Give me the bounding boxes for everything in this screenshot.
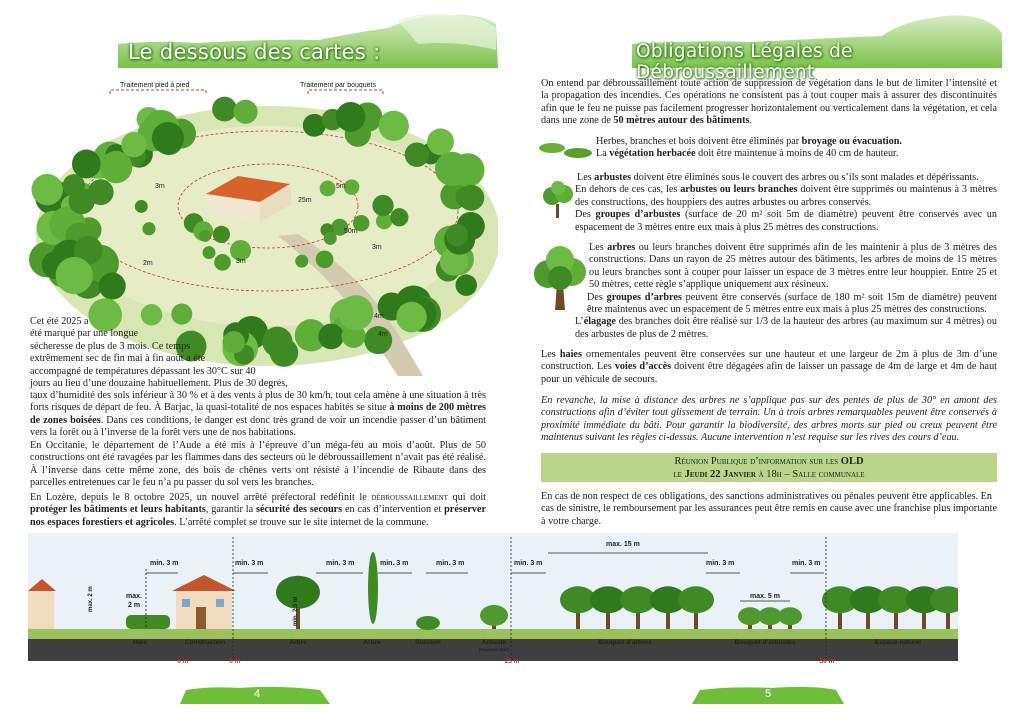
ruler-label-haie: Haie	[133, 639, 147, 646]
p1-line: sécheresse de plus de 3 mois. Ce temps	[30, 340, 191, 352]
ruler-label-arbre-1: Arbre	[289, 639, 307, 646]
ruler-tree-crown	[480, 605, 508, 626]
forest-tree	[100, 151, 132, 183]
dist-3m-c: 3m	[236, 258, 246, 265]
dim-max5m: max. 5 m	[750, 593, 780, 600]
dist-3m-b: 3m	[372, 244, 382, 251]
forest-tree	[405, 142, 429, 166]
forest-tree	[324, 232, 337, 245]
scale-0m-b: 0 m	[229, 658, 241, 665]
dist-3m-a: 3m	[155, 183, 165, 190]
p1-line: extrêmement sec de fin mai à fin août a été	[30, 353, 206, 365]
ruler-label-arbre-2: Arbre	[363, 639, 381, 646]
ruler-label-arbuste: Arbuste	[481, 639, 507, 646]
p1-line: jours au lieu d’une douzaine habituellement. Plus de 30 degrés,	[30, 378, 288, 390]
forest-tree	[316, 250, 334, 268]
forest-tree	[336, 102, 366, 132]
scale-25m: 25 m	[504, 658, 520, 665]
forest-tree	[121, 132, 146, 157]
reunion-banner: Réunion Publique d’information sur les OLD le Jeudi 22 Janvier à 18h – Salle communale	[541, 453, 997, 482]
page-number-right: 5	[765, 688, 772, 700]
forest-tree	[390, 208, 408, 226]
left-paragraph-1-rest: taux d’humidité des sols inférieur à 30 % et à des vents à plus de 30 km/h, tout cela amène à une situation à très forts risques de départ de feu. À Barjac, la quasi-totalité de nos espaces habités se situe à moins de 200 mètres de zones boisées. Dans ces conditions, le danger est donc très grand de voir un incendie passer d’un bâtiment vers la forêt ou à l’inverse de la forêt vers une de nos habitations.	[30, 390, 487, 439]
scale-0m-a: 0 m	[177, 658, 189, 665]
forest-tree	[31, 174, 62, 205]
haies-text: Les haies ornementales peuvent être conservées sur une hauteur et une largeur de 2m à plus de 3m d’une construction. Les voies d’accès doivent être dégagées afin de laisser un passage de 4m de large et 4m de haut pour un véhicule de secours.	[541, 349, 997, 385]
dim-min3m-7: min. 3 m	[706, 560, 735, 567]
label-traitement-bouquets: Traitement par bouquets	[300, 82, 377, 89]
scale-50m: 50 m	[819, 658, 835, 665]
dim-min3m-3: min. 3 m	[326, 560, 355, 567]
ruler-label-buisson: Buisson	[415, 639, 441, 646]
ruler-buisson	[416, 616, 440, 630]
forest-tree	[446, 224, 468, 246]
forest-tree	[435, 152, 469, 186]
forest-tree	[372, 195, 393, 216]
ruler-tree-crown	[778, 607, 802, 625]
dist-4m-a: 4m	[374, 313, 384, 320]
ruler-tree-crown	[678, 586, 714, 613]
forest-tree	[99, 273, 126, 300]
dim-max2m-b: 2 m	[128, 602, 141, 609]
dist-25m: 25m	[298, 197, 312, 204]
forest-tree	[379, 111, 409, 141]
forest-tree	[203, 246, 216, 259]
dim-max2m-a: max.	[126, 593, 142, 600]
bold-200m: à moins de 200 mètres de zones boisées	[30, 402, 486, 426]
dim-min25m: min. 2,5 m	[293, 596, 299, 626]
dim-min3m-5: min. 3 m	[436, 560, 465, 567]
dim-min3m-8: min. 3 m	[792, 560, 821, 567]
ruler-cypress	[368, 552, 378, 624]
forest-tree	[142, 222, 155, 235]
ruler-label-construction: Construction	[184, 639, 226, 646]
dim-min3m-6: min. 3 m	[514, 560, 543, 567]
forest-tree	[212, 97, 237, 122]
page-number-left: 4	[254, 688, 261, 700]
dim-min3m-1: min. 3 m	[150, 560, 179, 567]
forest-tree	[234, 100, 258, 124]
right-intro: On entend par débroussaillement toute action de suppression de végétation dans le but de limiter l’intensité et la propagation des incendies. Ces opérations ne consistent pas à tout couper mais à assurer des discontinuités afin que le feu ne puisse pas facilement progresser horizontalement ou verticalement dans la végétation, et cela dans une zone de 50 mètres autour des bâtiments.	[541, 78, 997, 127]
forest-tree	[152, 122, 184, 154]
left-paragraph-3: En Lozère, depuis le 8 octobre 2025, un nouvel arrêté préfectoral redéfinit le débroussaillement qui doit protéger les bâtiments et leurs habitants, garantir la sécurité des secours en cas d’intervention et préserver nos espaces forestiers et agricoles. L’arrêté complet se trouve sur le site internet de la commune.	[30, 492, 487, 528]
forest-tree	[320, 181, 336, 197]
p1-line: été marqué par une longue	[30, 328, 139, 340]
p1-line: accompagné de températures dépassant les 30°C sur 40	[30, 365, 256, 377]
left-paragraph-2: En Occitanie, le département de l’Aude a été mis à l’épreuve d’un méga-feu au mois d’août. Plus de 50 constructions ont été ravagées par les flammes dans des secteurs où le débroussaillement n’avait pas été réalisé. À l’inverse dans cette même zone, des bois de chênes verts ont résisté à l’incendie de Ribaute dans des parcelles entretenues car le feu n’a pu passer du sol vers les branches.	[30, 440, 486, 489]
italic-note: En revanche, la mise à distance des arbres ne s’applique pas sur des pentes de plus de 30° en amont des constructions afin d’éviter tout glissement de terrain. Un à trois arbres remarquables peuvent être conservés à proximité immédiate du bâti. Pour garantir la biodiversité, des arbres morts sur pied ou creux peuvent être maintenus suivant les règles ci-dessus. Aucune intervention n’est requise sur les rives des cours d’eau.	[541, 395, 997, 444]
dim-min3m-4: min. 3 m	[380, 560, 409, 567]
dim-min3m-2: min. 3 m	[235, 560, 264, 567]
sanctions-text: En cas de non respect de ces obligations, des sanctions administratives ou pénales peuvent être applicables. En cas de sinistre, le remboursement par les assurances peut être remis en cause avec une franchise plus importante à votre charge.	[541, 491, 997, 527]
right-page-title: Obligations Légales de Débroussaillement	[636, 41, 853, 83]
dist-2m: 2m	[143, 260, 153, 267]
left-page-title: Le dessous des cartes :	[128, 40, 381, 64]
dist-50m: 50m	[344, 228, 358, 235]
ruler-label-bouquet-arbustes: Bouquet d’arbustes	[734, 639, 796, 646]
arbustes-text: Les arbustes doivent être éliminés sous le couvert des arbres ou s’ils sont malades et dépérissants. En dehors de ces cas, les arbustes ou leurs branches doivent être supprimés ou maintenus à 3 mètres des constructions, des houppiers des autres arbustes ou arbres conservés. Des groupes d’arbustes (surface de 20 m² soit 5m de diamètre) peuvent être conservés avec un espacement de 3 mètres entre eux mais à plus 25 mètres des constructions.	[575, 172, 997, 233]
distance-ruler	[28, 533, 958, 673]
forest-tree	[456, 274, 477, 295]
forest-tree	[344, 179, 360, 195]
left-paragraph-1-wrap	[30, 316, 485, 390]
arbres-text: Les arbres ou leurs branches doivent être supprimés afin de les maintenir à plus de 3 mètres des constructions. Dans un rayon de 25 mètres autour des bâtiments, les arbres de moins de 15 mètres ou leurs branches sont à couper pour laisser un espace de 3 mètres entre leur houppier. Entre 25 et 50 mètres, cette règle s’applique uniquement aux résineux. Des groupes d’arbres peuvent être conservés (surface de 180 m² soit 15m de diamètre) peuvent être maintenus avec un espacement de 5 mètres entre eux mais à plus 25 mètres des constructions. L’élagage des branches doit être réalisé sur 1/3 de la hauteur des arbres (au maximum sur 4 mètres) ou des arbustes de plus de 2 mètres.	[575, 242, 997, 340]
forest-tree	[458, 185, 484, 211]
dim-max2m-vert: max. 2 m	[88, 586, 94, 612]
ruler-label-bouquet-arbres: Bouquet d’arbres	[598, 639, 652, 646]
ruler-label-espace-naturel: Espace naturel	[874, 639, 922, 646]
forest-tree	[427, 128, 454, 155]
herbes-text: Herbes, branches et bois doivent être éliminés par broyage ou évacuation. La végétation herbacée doit être maintenue à moins de 40 cm de hauteur.	[596, 136, 902, 160]
p1-line: Cet été 2025 a	[30, 316, 89, 327]
forest-tree	[135, 200, 148, 213]
grass-icon	[538, 138, 594, 162]
forest-tree	[56, 257, 93, 294]
forest-tree	[199, 230, 211, 242]
forest-tree	[72, 149, 101, 178]
dist-5m: 5m	[336, 183, 346, 190]
dist-4m-b: 4m	[378, 331, 388, 338]
forest-tree	[213, 226, 230, 243]
ruler-note-arbuste: (Hauteur <2m)	[478, 647, 510, 652]
label-traitement-pied: Traitement pied à pied	[120, 82, 190, 89]
forest-tree	[214, 254, 231, 271]
dim-max15m: max. 15 m	[606, 541, 640, 548]
forest-tree	[295, 255, 308, 268]
